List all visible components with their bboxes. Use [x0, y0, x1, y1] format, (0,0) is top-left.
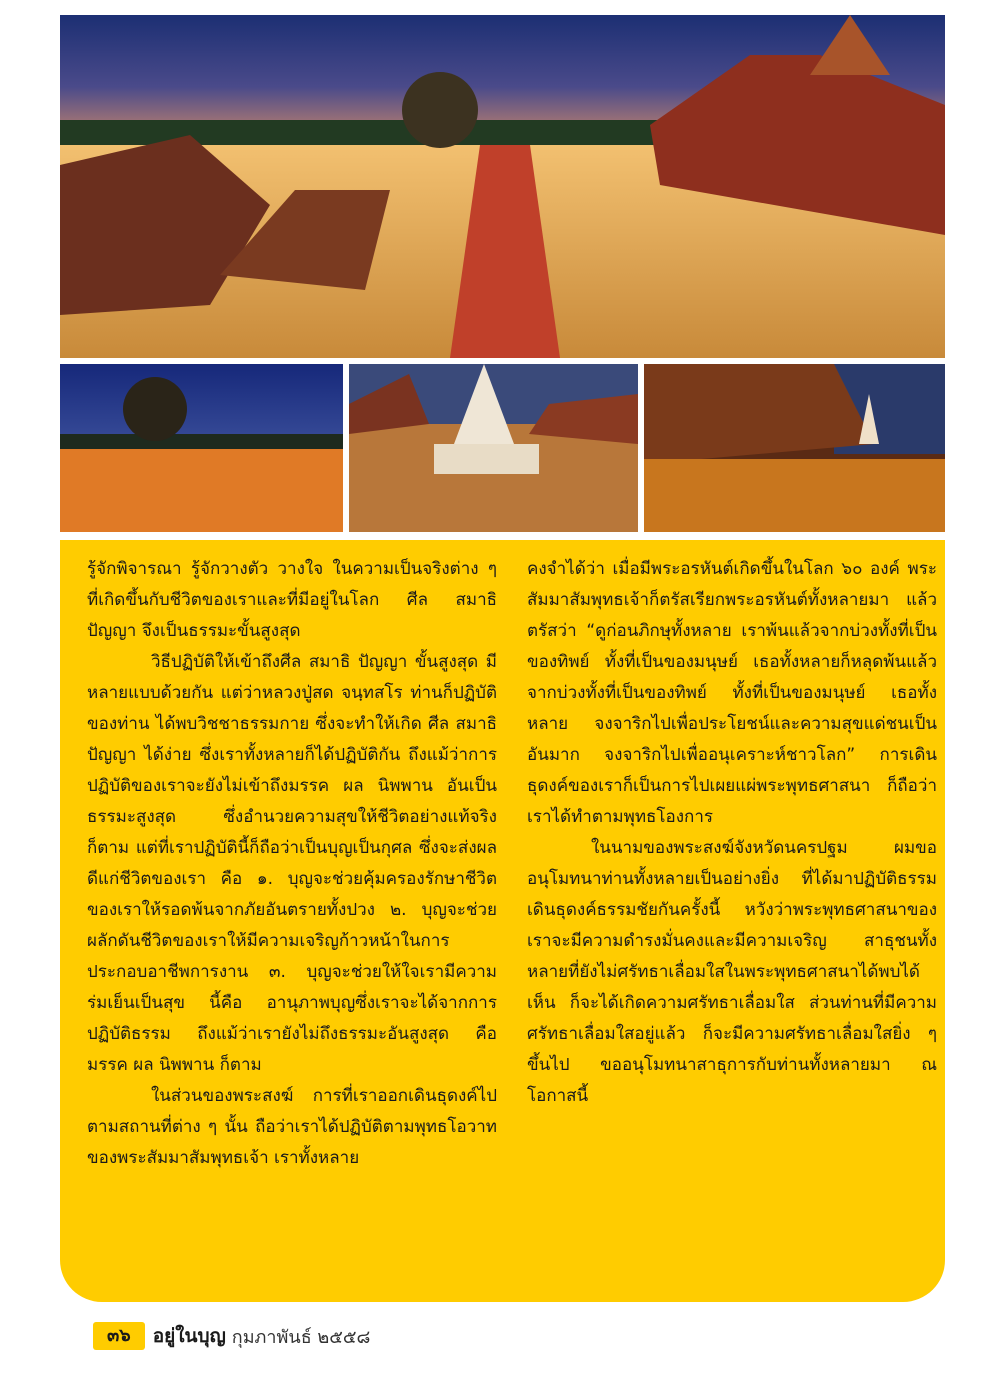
page-footer [93, 1321, 370, 1351]
issue-date: กุมภาพันธ์ ๒๕๕๘ [231, 1326, 371, 1348]
article-paragraph: ในนามของพระสงฆ์จังหวัดนครปฐม ผมขออนุโมทนาท่านทั้งหลายเป็นอย่างยิ่ง ที่ได้มาปฏิบัติธรรมเดินธุดงค์ธรรมชัยกันครั้งนี้ หวังว่าพระพุทธศาสนาของเราจะมีความดำรงมั่นคงและมีความเจริญ สาธุชนทั้งหลายที่ยังไม่ศรัทธาเลื่อมใสในพระพุทธศาสนาได้พบได้เห็น ก็จะได้เกิดความศรัทธาเลื่อมใส ส่วนท่านที่มีความศรัทธาเลื่อมใสอยู่แล้ว ก็จะมีความศรัทธาเลื่อมใสยิ่ง ๆ ขึ้นไป ขออนุโมทนาสาธุการกับท่านทั้งหลายมา ณ โอกาสนี้ [527, 838, 937, 1106]
thumbnail-photo-2 [349, 364, 638, 532]
article-paragraph: วิธีปฏิบัติให้เข้าถึงศีล สมาธิ ปัญญา ขั้นสูงสุด มีหลายแบบด้วยกัน แต่ว่าหลวงปู่สด จนฺทสโร ท่านก็ปฏิบัติของท่าน ได้พบวิชชาธรรมกาย ซึ่งจะทำให้เกิด ศีล สมาธิ ปัญญา ได้ง่าย ซึ่งเราทั้งหลายก็ได้ปฏิบัติกัน ถึงแม้ว่าการปฏิบัติของเราจะยังไม่เข้าถึงมรรค ผล นิพพาน อันเป็นธรรมะสูงสุด ซึ่งอำนวยความสุขให้ชีวิตอย่างแท้จริงก็ตาม แต่ที่เราปฏิบัตินี้ก็ถือว่าเป็นบุญเป็นกุศล ซึ่งจะส่งผลดีแก่ชีวิตของเรา คือ ๑. บุญจะช่วยคุ้มครองรักษาชีวิตของเราให้รอดพ้นจากภัยอันตรายทั้งปวง ๒. บุญจะช่วยผลักดันชีวิตของเราให้มีความเจริญก้าวหน้าในการประกอบอาชีพการงาน ๓. บุญจะช่วยให้ใจเรามีความร่มเย็นเป็นสุข นี้คือ อานุภาพบุญซึ่งเราจะได้จากการปฏิบัติธรรม ถึงแม้ว่าเรายังไม่ถึงธรรมะอันสูงสุด คือ มรรค ผล นิพพาน ก็ตาม [87, 652, 497, 1075]
article-paragraph: คงจำได้ว่า เมื่อมีพระอรหันต์เกิดขึ้นในโลก ๖๐ องค์ พระสัมมาสัมพุทธเจ้าก็ตรัสเรียกพระอรหันต์ทั้งหลายมา แล้วตรัสว่า “ดูก่อนภิกษุทั้งหลาย เราพ้นแล้วจากบ่วงทั้งที่เป็นของทิพย์ ทั้งที่เป็นของมนุษย์ เธอทั้งหลายก็หลุดพ้นแล้วจากบ่วงทั้งที่เป็นของทิพย์ ทั้งที่เป็นของมนุษย์ เธอทั้งหลาย จงจาริกไปเพื่อประโยชน์และความสุขแด่ชนเป็นอันมาก จงจาริกไปเพื่ออนุเคราะห์ชาวโลก” การเดินธุดงค์ของเราก็เป็นการไปเผยแผ่พระพุทธศาสนา ก็ถือว่าเราได้ทำตามพุทธโองการ [527, 559, 937, 827]
article-panel [60, 540, 945, 1302]
hero-photo [60, 15, 945, 358]
article-paragraph: ในส่วนของพระสงฆ์ การที่เราออกเดินธุดงค์ไปตามสถานที่ต่าง ๆ นั้น ถือว่าเราได้ปฏิบัติตามพุทธโอวาทของพระสัมมาสัมพุทธเจ้า เราทั้งหลาย [87, 1086, 497, 1168]
page-number: ๓๖ [93, 1322, 145, 1350]
thumbnail-photo-3 [644, 364, 945, 532]
thumbnail-photo-1 [60, 364, 343, 532]
article-column-left [87, 554, 497, 1174]
article-paragraph: รู้จักพิจารณา รู้จักวางตัว วางใจ ในความเป็นจริงต่าง ๆ ที่เกิดขึ้นกับชีวิตของเราและที่มีอยู่ในโลก ศีล สมาธิ ปัญญา จึงเป็นธรรมะขั้นสูงสุด [87, 559, 497, 641]
magazine-name: อยู่ในบุญ [152, 1325, 226, 1347]
article-column-right [527, 554, 937, 1112]
